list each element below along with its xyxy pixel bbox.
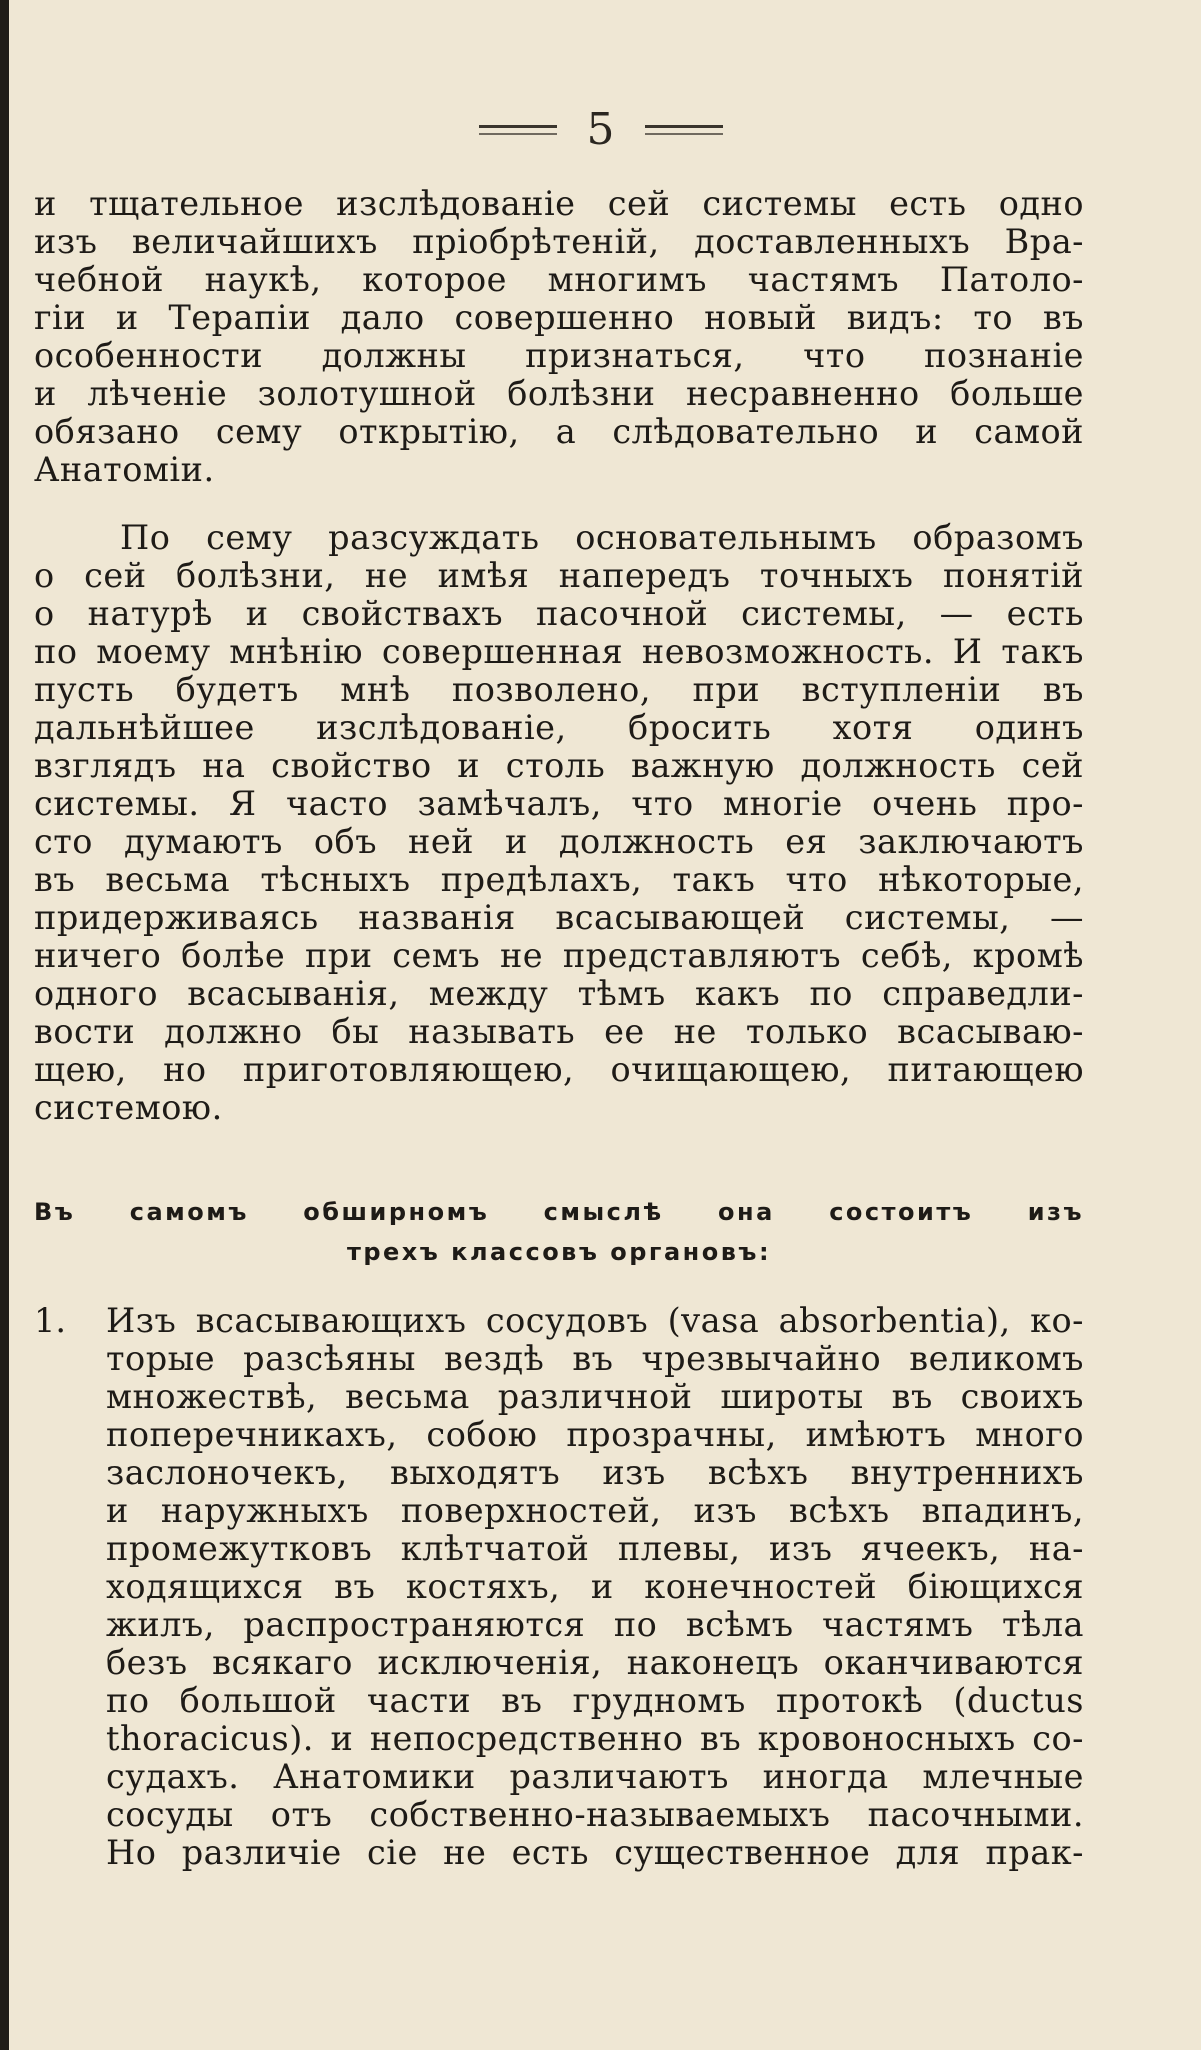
page-header (0, 104, 1201, 155)
text-line: ничего болѣе при семъ не представляютъ себѣ, кромѣ (34, 936, 1084, 975)
text-line: поперечникахъ, собою прозрачны, имѣютъ много (106, 1415, 1084, 1454)
text-line: ходящихся въ костяхъ, и конечностей біющихся (106, 1567, 1084, 1606)
text-line: одного всасыванія, между тѣмъ какъ по справедли- (34, 974, 1084, 1013)
item-number: 1. (34, 1301, 66, 1340)
text-line: придерживаясь названія всасывающей системы, — (34, 898, 1084, 937)
text-line: въ весьма тѣсныхъ предѣлахъ, такъ что нѣкоторые, (34, 860, 1084, 899)
text-line: по большой части въ грудномъ протокѣ (ductus (106, 1681, 1084, 1720)
text-line: thoracicus). и непосредственно въ кровоносныхъ со- (106, 1719, 1084, 1758)
text-line: судахъ. Анатомики различаютъ иногда млечные (106, 1757, 1084, 1796)
paragraph-continuation (34, 185, 1084, 489)
text-line: сто думаютъ объ ней и должность ея заключаютъ (34, 822, 1084, 861)
text-line: Изъ всасывающихъ сосудовъ (vasa absorbentia), ко- (106, 1301, 1084, 1340)
page-binding-edge (0, 0, 9, 2050)
text-line: вости должно бы называть ее не только всасываю- (34, 1012, 1084, 1051)
text-line: по моему мнѣнію совершенная невозможность. И такъ (34, 632, 1084, 671)
paragraph (34, 519, 1084, 1127)
text-line: о сей болѣзни, не имѣя напередъ точныхъ понятій (34, 556, 1084, 595)
text-line: особенности должны признаться, что познаніе (34, 336, 1084, 375)
text-line: сосуды отъ собственно-называемыхъ пасочными. (106, 1795, 1084, 1834)
text-line: и лѣченіе золотушной болѣзни несравненно больше (34, 374, 1084, 413)
text-line: заслоночекъ, выходятъ изъ всѣхъ внутреннихъ (106, 1453, 1084, 1492)
text-line: обязано сему открытію, а слѣдовательно и самой (34, 412, 1084, 451)
page-number: 5 (586, 104, 615, 155)
text-line: Анатоміи. (34, 450, 215, 489)
text-line: системою. (34, 1088, 223, 1127)
text-line: щею, но приготовляющею, очищающею, питающею (34, 1050, 1084, 1089)
text-line: множествѣ, весьма различной широты въ своихъ (106, 1377, 1084, 1416)
text-line: и наружныхъ поверхностей, изъ всѣхъ впадинъ, (106, 1491, 1084, 1530)
text-line: изъ величайшихъ пріобрѣтеній, доставленныхъ Вра- (34, 222, 1084, 261)
text-line: безъ всякаго исключенія, наконецъ оканчиваются (106, 1643, 1084, 1682)
text-line: взглядъ на свойство и столь важную должность сей (34, 746, 1084, 785)
text-line: о натурѣ и свойствахъ пасочной системы, — есть (34, 594, 1084, 633)
heading-line: Въ самомъ обширномъ смыслѣ она состоитъ изъ (34, 1198, 1084, 1226)
numbered-item (34, 1302, 1084, 1872)
text-line: торые разсѣяны вездѣ въ чрезвычайно великомъ (106, 1339, 1084, 1378)
heading-line: трехъ классовъ органовъ: (346, 1238, 772, 1266)
text-line: системы. Я часто замѣчалъ, что многіе очень про- (34, 784, 1084, 823)
text-line: пусть будетъ мнѣ позволено, при вступленіи въ (34, 670, 1084, 709)
text-line: Но различіе сіе не есть существенное для прак- (106, 1833, 1084, 1872)
text-line: дальнѣйшее изслѣдованіе, бросить хотя одинъ (34, 708, 1084, 747)
text-line: гіи и Терапіи дало совершенно новый видъ: то въ (34, 298, 1084, 337)
text-line: и тщательное изслѣдованіе сей системы есть одно (34, 184, 1084, 223)
text-line: промежутковъ клѣтчатой плевы, изъ ячеекъ, на- (106, 1529, 1084, 1568)
header-rule-right (645, 125, 723, 135)
header-rule-left (479, 125, 557, 135)
text-line: По сему разсуждать основательнымъ образомъ (120, 518, 1084, 557)
text-line: жилъ, распространяются по всѣмъ частямъ тѣла (106, 1605, 1084, 1644)
text-line: чебной наукѣ, которое многимъ частямъ Патоло- (34, 260, 1084, 299)
section-heading (34, 1192, 1084, 1272)
